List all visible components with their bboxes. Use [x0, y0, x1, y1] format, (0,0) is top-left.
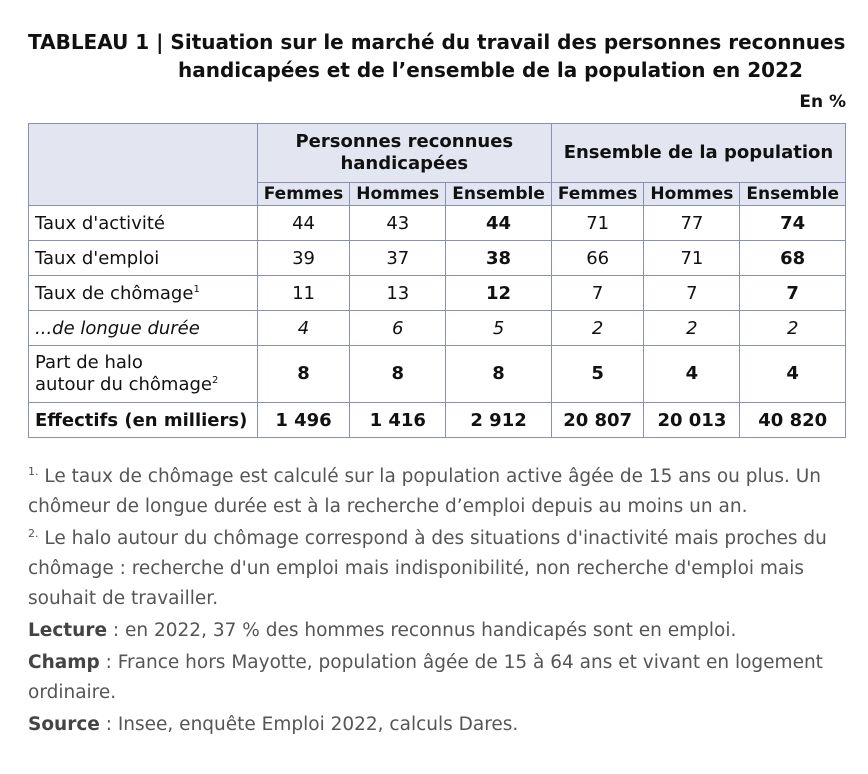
subheader: Ensemble	[446, 183, 552, 206]
subheader: Hommes	[644, 183, 740, 206]
cell: 71	[551, 206, 644, 241]
subheader: Ensemble	[740, 183, 846, 206]
group-header-handicapees: Personnes reconnues handicapées	[257, 124, 551, 183]
title-line-1: TABLEAU 1 | Situation sur le marché du travail des personnes reconnues	[28, 30, 846, 54]
table-row	[29, 346, 846, 403]
cell: 66	[551, 241, 644, 276]
cell: 11	[257, 276, 350, 311]
footnote-2: $^{2.}$ Le halo autour du chômage correspond à des situations d'inactivité mais proches du chômage : recherche d'un emploi mais indisponibilité, non recherche d'emploi mais souhait de travailler.	[28, 526, 827, 609]
cell: 2	[644, 311, 740, 346]
footnotes	[28, 462, 848, 742]
cell: 5	[551, 346, 644, 403]
champ-note: Champ : France hors Mayotte, population âgée de 15 à 64 ans et vivant en logement ordinaire.	[28, 652, 823, 703]
title-line-2: handicapées et de l’ensemble de la population en 2022	[178, 58, 803, 82]
subheader: Femmes	[551, 183, 644, 206]
lecture-note: Lecture : en 2022, 37 % des hommes reconnus handicapés sont en emploi.	[28, 620, 737, 641]
row-label: Taux de chômage$^1$	[29, 276, 258, 311]
cell: 2	[551, 311, 644, 346]
cell: 8	[257, 346, 350, 403]
table-title	[28, 28, 858, 84]
cell: 6	[350, 311, 446, 346]
cell: 5	[446, 311, 552, 346]
cell: 4	[644, 346, 740, 403]
row-label: Taux d'activité	[29, 206, 258, 241]
cell: 74	[740, 206, 846, 241]
cell: 71	[644, 241, 740, 276]
cell: 44	[257, 206, 350, 241]
cell: 37	[350, 241, 446, 276]
cell: 4	[740, 346, 846, 403]
cell: 1 496	[257, 403, 350, 438]
cell: 13	[350, 276, 446, 311]
data-table	[28, 123, 846, 438]
subheader: Hommes	[350, 183, 446, 206]
row-label: Taux d'emploi	[29, 241, 258, 276]
row-label: Effectifs (en milliers)	[29, 403, 258, 438]
footnote-ref: 1	[193, 283, 200, 295]
cell: 20 013	[644, 403, 740, 438]
footnote-ref: 2	[211, 375, 219, 386]
subheader: Femmes	[257, 183, 350, 206]
cell: 43	[350, 206, 446, 241]
footnote-1: $^{1.}$ Le taux de chômage est calculé sur la population active âgée de 15 ans ou plus. Un chômeur de longue durée est à la recherche d’emploi depuis au moins un an.	[28, 464, 822, 517]
table-row	[29, 241, 846, 276]
unit-label: En %	[799, 92, 846, 112]
group-header-ensemble: Ensemble de la population	[551, 124, 845, 183]
cell: 40 820	[740, 403, 846, 438]
cell: 1 416	[350, 403, 446, 438]
cell: 2	[740, 311, 846, 346]
table-row	[29, 403, 846, 438]
empty-corner-cell	[29, 124, 258, 206]
table-row	[29, 276, 846, 311]
cell: 44	[446, 206, 552, 241]
cell: 2 912	[446, 403, 552, 438]
cell: 12	[446, 276, 552, 311]
cell: 77	[644, 206, 740, 241]
source-note: Source : Insee, enquête Emploi 2022, calculs Dares.	[28, 714, 519, 735]
cell: 8	[350, 346, 446, 403]
cell: 7	[740, 276, 846, 311]
cell: 39	[257, 241, 350, 276]
cell: 68	[740, 241, 846, 276]
table-row	[29, 311, 846, 346]
cell: 4	[257, 311, 350, 346]
cell: 8	[446, 346, 552, 403]
row-label: Part de halo autour du chômage$^2$	[29, 346, 258, 403]
row-label: ...de longue durée	[29, 311, 258, 346]
cell: 38	[446, 241, 552, 276]
cell: 20 807	[551, 403, 644, 438]
table-row	[29, 206, 846, 241]
cell: 7	[644, 276, 740, 311]
cell: 7	[551, 276, 644, 311]
